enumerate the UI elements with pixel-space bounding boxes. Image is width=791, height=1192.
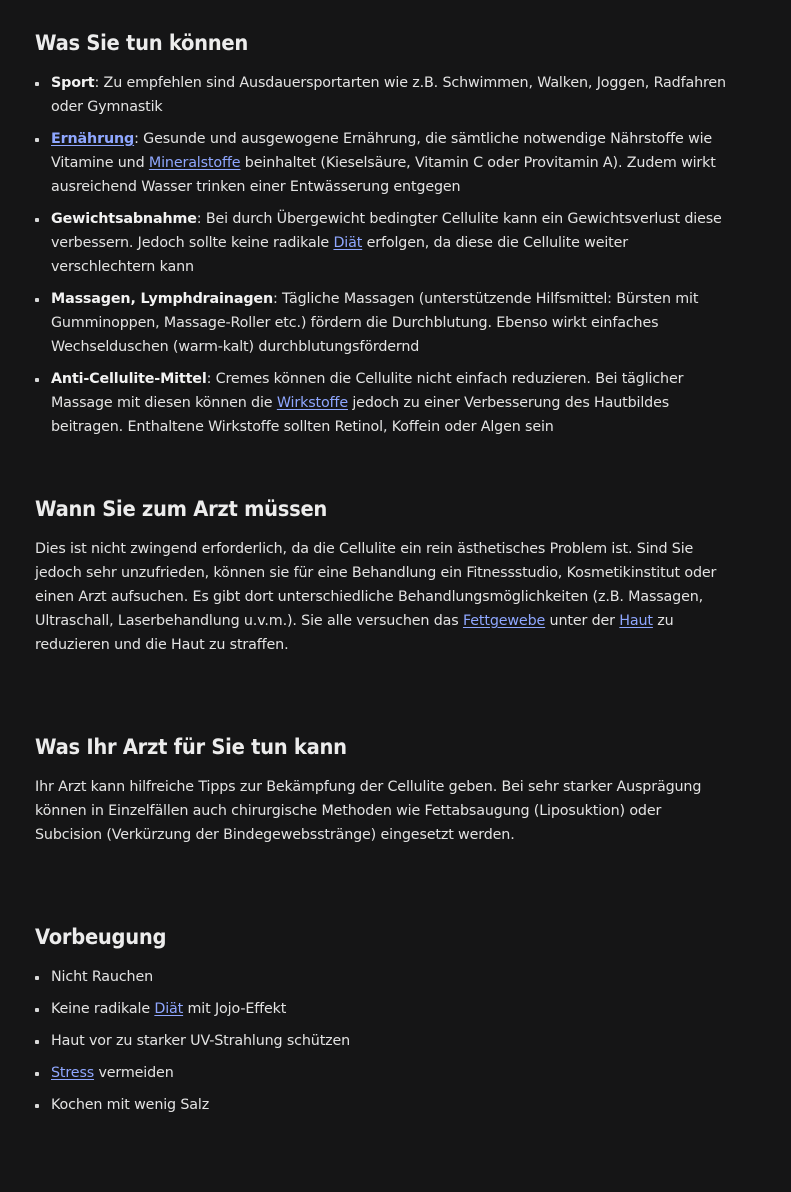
tips-list <box>35 71 730 439</box>
list-item-nicht-rauchen: Nicht Rauchen <box>35 965 730 989</box>
link-fettgewebe[interactable]: Fettgewebe <box>462 613 546 629</box>
list-item-stress <box>35 1061 730 1085</box>
prevention-list <box>35 965 730 1117</box>
item-text: Keine radikale <box>51 1001 155 1017</box>
item-text: : Tägliche Massagen (unterstützende Hilfsmittel: Bürsten mit Gumminoppen, Massage-Roller etc.) fördern die Durchblutung. Ebenso wirkt einfaches Wechselduschen (warm-kalt) durchblutungsfördernd <box>51 291 699 355</box>
link-ernaehrung[interactable] <box>51 131 134 147</box>
paragraph-was-ihr-arzt-tun-kann: Ihr Arzt kann hilfreiche Tipps zur Bekämpfung der Cellulite geben. Bei sehr starker Ausprägung können in Einzelfällen auch chirurgische Methoden wie Fettabsaugung (Liposuktion) oder Subcision (Verkürzung der Bindegewebsstränge) eingesetzt werden. <box>35 779 702 843</box>
link-haut[interactable]: Haut <box>619 613 653 629</box>
section-title-vorbeugung: Vorbeugung <box>35 925 167 949</box>
list-item-gewichtsabnahme <box>35 207 730 279</box>
paragraph-wann-zum-arzt <box>35 537 730 657</box>
list-item-ernaehrung <box>35 127 730 199</box>
item-text: : Cremes können die Cellulite nicht einfach reduzieren. Bei täglicher Massage mit diesen können die <box>51 371 684 411</box>
item-text: : Gesunde und ausgewogene Ernährung, die sämtliche notwendige Nährstoffe wie Vitamine und <box>51 131 713 171</box>
term-sport: Sport <box>51 75 95 91</box>
list-item-keine-diaet <box>35 997 730 1021</box>
item-text: vermeiden <box>94 1065 174 1081</box>
item-text: : Bei durch Übergewicht bedingter Cellulite kann ein Gewichtsverlust diese verbessern. Jedoch sollte keine radikale <box>51 211 722 251</box>
item-text: erfolgen, da diese die Cellulite weiter verschlechtern kann <box>51 235 629 275</box>
item-text: beinhaltet (Kieselsäure, Vitamin C oder Provitamin A). Zudem wirkt ausreichend Wasser trinken einer Entwässerung entgegen <box>51 155 716 195</box>
section-title-was-ihr-arzt-tun-kann: Was Ihr Arzt für Sie tun kann <box>35 735 347 759</box>
list-item-massagen <box>35 287 730 359</box>
link-mineralstoffe[interactable]: Mineralstoffe <box>148 155 241 171</box>
term-massagen: Massagen, Lymphdrainagen <box>51 291 273 307</box>
item-text: mit Jojo-Effekt <box>183 1001 287 1017</box>
list-item-anti-cellulite <box>35 367 730 439</box>
item-text: jedoch zu einer Verbesserung des Hautbildes beitragen. Enthaltene Wirkstoffe sollten Retinol, Koffein oder Algen sein <box>51 395 670 435</box>
term-gewichtsabnahme: Gewichtsabnahme <box>51 211 197 227</box>
paragraph-text: zu reduzieren und die Haut zu straffen. <box>35 613 674 653</box>
term-ernaehrung: Ernährung <box>51 131 135 147</box>
paragraph-text: unter der <box>545 613 620 629</box>
link-diaet[interactable]: Diät <box>333 235 363 251</box>
paragraph-text: Dies ist nicht zwingend erforderlich, da die Cellulite ein rein ästhetisches Problem ist. Sind Sie jedoch sehr unzufrieden, können sie für eine Behandlung ein Fitnessstudio, Kosmetikinstitut oder einen Arzt aufsuchen. Es gibt dort unterschiedliche Behandlungsmöglichkeiten (z.B. Massagen, Ultraschall, Laserbehandlung u.v.m.). Sie alle versuchen das <box>35 541 717 629</box>
item-text: : Zu empfehlen sind Ausdauersportarten wie z.B. Schwimmen, Walken, Joggen, Radfahren oder Gymnastik <box>51 75 726 115</box>
section-title-was-sie-tun-koennen: Was Sie tun können <box>35 31 249 55</box>
list-item-wenig-salz: Kochen mit wenig Salz <box>35 1093 730 1117</box>
link-wirkstoffe[interactable]: Wirkstoffe <box>276 395 348 411</box>
section-title-wann-zum-arzt: Wann Sie zum Arzt müssen <box>35 497 328 521</box>
link-diaet-vorbeugung[interactable]: Diät <box>154 1001 184 1017</box>
list-item-uv-schutz: Haut vor zu starker UV-Strahlung schützen <box>35 1029 730 1053</box>
link-stress[interactable]: Stress <box>51 1065 95 1081</box>
list-item-sport <box>35 71 730 119</box>
term-anti-cellulite: Anti-Cellulite-Mittel <box>51 371 207 387</box>
